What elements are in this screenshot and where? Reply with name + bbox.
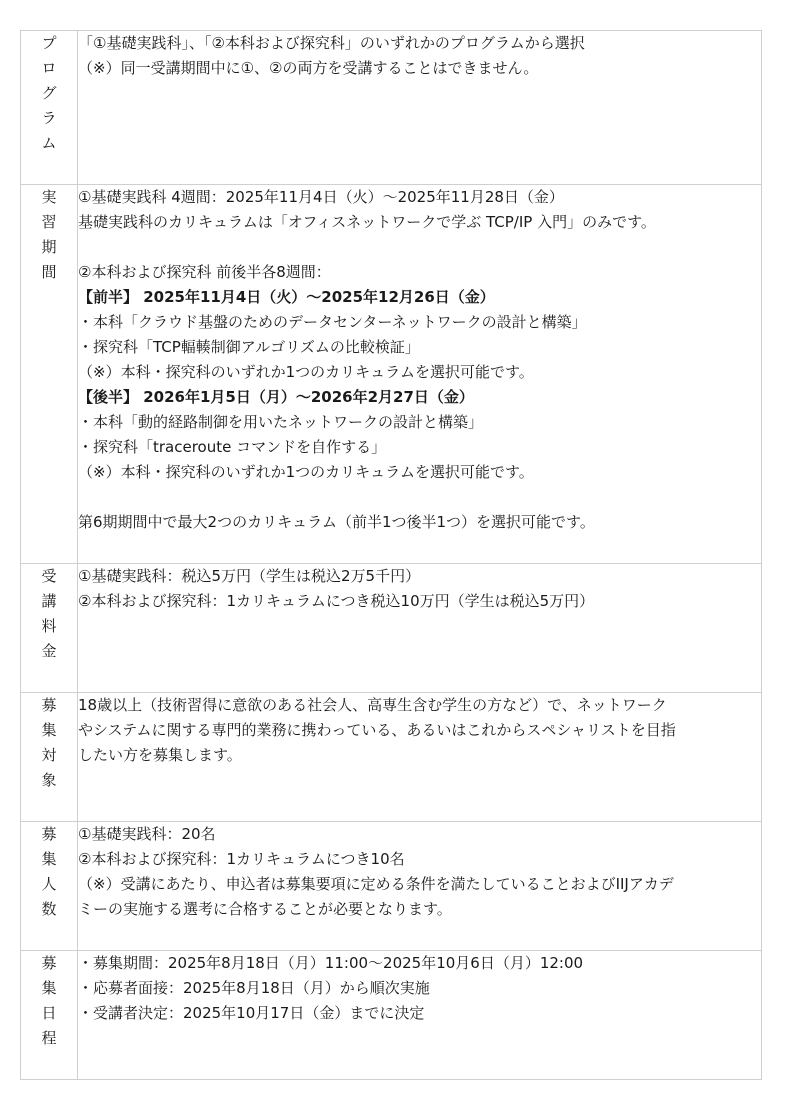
content-line: ・応募者面接：2025年8月18日（月）から順次実施 — [78, 979, 430, 997]
capacity-row — [21, 822, 762, 951]
row-content — [78, 185, 762, 564]
row-heading-char: ム — [41, 134, 57, 152]
content-line: 基礎実践科のカリキュラムは「オフィスネットワークで学ぶ TCP/IP 入門」のみです。 — [78, 213, 656, 231]
row-heading-char: 習 — [41, 213, 57, 231]
row-heading-char: グ — [41, 84, 57, 102]
row-heading-char: プ — [41, 34, 57, 52]
content-line: したい方を募集します。 — [78, 746, 242, 764]
row-heading-char: 実 — [41, 188, 57, 206]
row-heading-char: ラ — [41, 109, 57, 127]
schedule-row — [21, 951, 762, 1080]
row-heading-char: 日 — [41, 1004, 57, 1022]
row-heading-char: 集 — [41, 979, 57, 997]
tuition-row — [21, 564, 762, 693]
program-info-table — [20, 30, 762, 1080]
period-heading-line: 【後半】 2026年1月5日（月）〜2026年2月27日（金） — [78, 388, 474, 406]
content-line: ・受講者決定：2025年10月17日（金）までに決定 — [78, 1004, 425, 1022]
row-content — [78, 951, 762, 1080]
eligibility-row — [21, 693, 762, 822]
content-line: （※）同一受講期間中に①、②の両方を受講することはできません。 — [78, 59, 539, 77]
content-line: （※）本科・探究科のいずれか1つのカリキュラムを選択可能です。 — [78, 463, 534, 481]
content-line: ②本科および探究科：1カリキュラムにつき10名 — [78, 850, 405, 868]
row-heading-char: 募 — [41, 825, 57, 843]
row-heading-char: 募 — [41, 696, 57, 714]
row-heading — [21, 31, 78, 185]
row-heading-char: 期 — [41, 238, 57, 256]
program-row — [21, 31, 762, 185]
blank-line — [78, 235, 761, 260]
row-heading — [21, 693, 78, 822]
row-heading-char: 間 — [41, 263, 57, 281]
content-line: ・本科「クラウド基盤のためのデータセンターネットワークの設計と構築」 — [78, 313, 587, 331]
row-heading — [21, 564, 78, 693]
row-heading-char: 人 — [41, 875, 57, 893]
row-content — [78, 822, 762, 951]
row-content — [78, 693, 762, 822]
row-heading — [21, 185, 78, 564]
content-line: （※）本科・探究科のいずれか1つのカリキュラムを選択可能です。 — [78, 363, 534, 381]
content-line: ①基礎実践科 4週間：2025年11月4日（火）〜2025年11月28日（金） — [78, 188, 564, 206]
row-heading-char: 募 — [41, 954, 57, 972]
row-heading-char: 程 — [41, 1029, 57, 1047]
content-line: ・探究科「traceroute コマンドを自作する」 — [78, 438, 387, 456]
content-line: ①基礎実践科：20名 — [78, 825, 216, 843]
period-heading-line: 【前半】 2025年11月4日（火）〜2025年12月26日（金） — [78, 288, 495, 306]
row-heading-char: 集 — [41, 721, 57, 739]
row-heading-char: 数 — [41, 900, 57, 918]
row-heading-char: 受 — [41, 567, 57, 585]
program-info-table-wrapper — [20, 30, 762, 1080]
row-heading-char: 金 — [41, 642, 57, 660]
content-line: やシステムに関する専門的業務に携わっている、あるいはこれからスペシャリストを目指 — [78, 721, 676, 739]
content-line: ミーの実施する選考に合格することが必要となります。 — [78, 900, 452, 918]
content-line: （※）受講にあたり、申込者は募集要項に定める条件を満たしていることおよびIIJアカデ — [78, 875, 674, 893]
content-line: 第6期期間中で最大2つのカリキュラム（前半1つ後半1つ）を選択可能です。 — [78, 513, 595, 531]
row-heading — [21, 822, 78, 951]
row-heading — [21, 951, 78, 1080]
content-line: 18歳以上（技術習得に意欲のある社会人、高専生含む学生の方など）で、ネットワーク — [78, 696, 667, 714]
row-heading-char: 象 — [41, 771, 57, 789]
blank-line — [78, 485, 761, 510]
content-line: ②本科および探究科 前後半各8週間： — [78, 263, 331, 281]
row-content — [78, 564, 762, 693]
row-heading-char: ロ — [41, 59, 57, 77]
content-line: ②本科および探究科：1カリキュラムにつき税込10万円（学生は税込5万円） — [78, 592, 595, 610]
training-period-row — [21, 185, 762, 564]
content-line: ・本科「動的経路制御を用いたネットワークの設計と構築」 — [78, 413, 484, 431]
content-line: 「①基礎実践科」、「②本科および探究科」のいずれかのプログラムから選択 — [78, 34, 585, 52]
content-line: ・探究科「TCP輻輳制御アルゴリズムの比較検証」 — [78, 338, 420, 356]
content-line: ・募集期間：2025年8月18日（月）11:00〜2025年10月6日（月）12:00 — [78, 954, 584, 972]
row-heading-char: 対 — [41, 746, 57, 764]
row-heading-char: 料 — [41, 617, 57, 635]
program-info-table-body — [21, 31, 762, 1080]
content-line: ①基礎実践科：税込5万円（学生は税込2万5千円） — [78, 567, 421, 585]
row-heading-char: 集 — [41, 850, 57, 868]
row-content — [78, 31, 762, 185]
row-heading-char: 講 — [41, 592, 57, 610]
